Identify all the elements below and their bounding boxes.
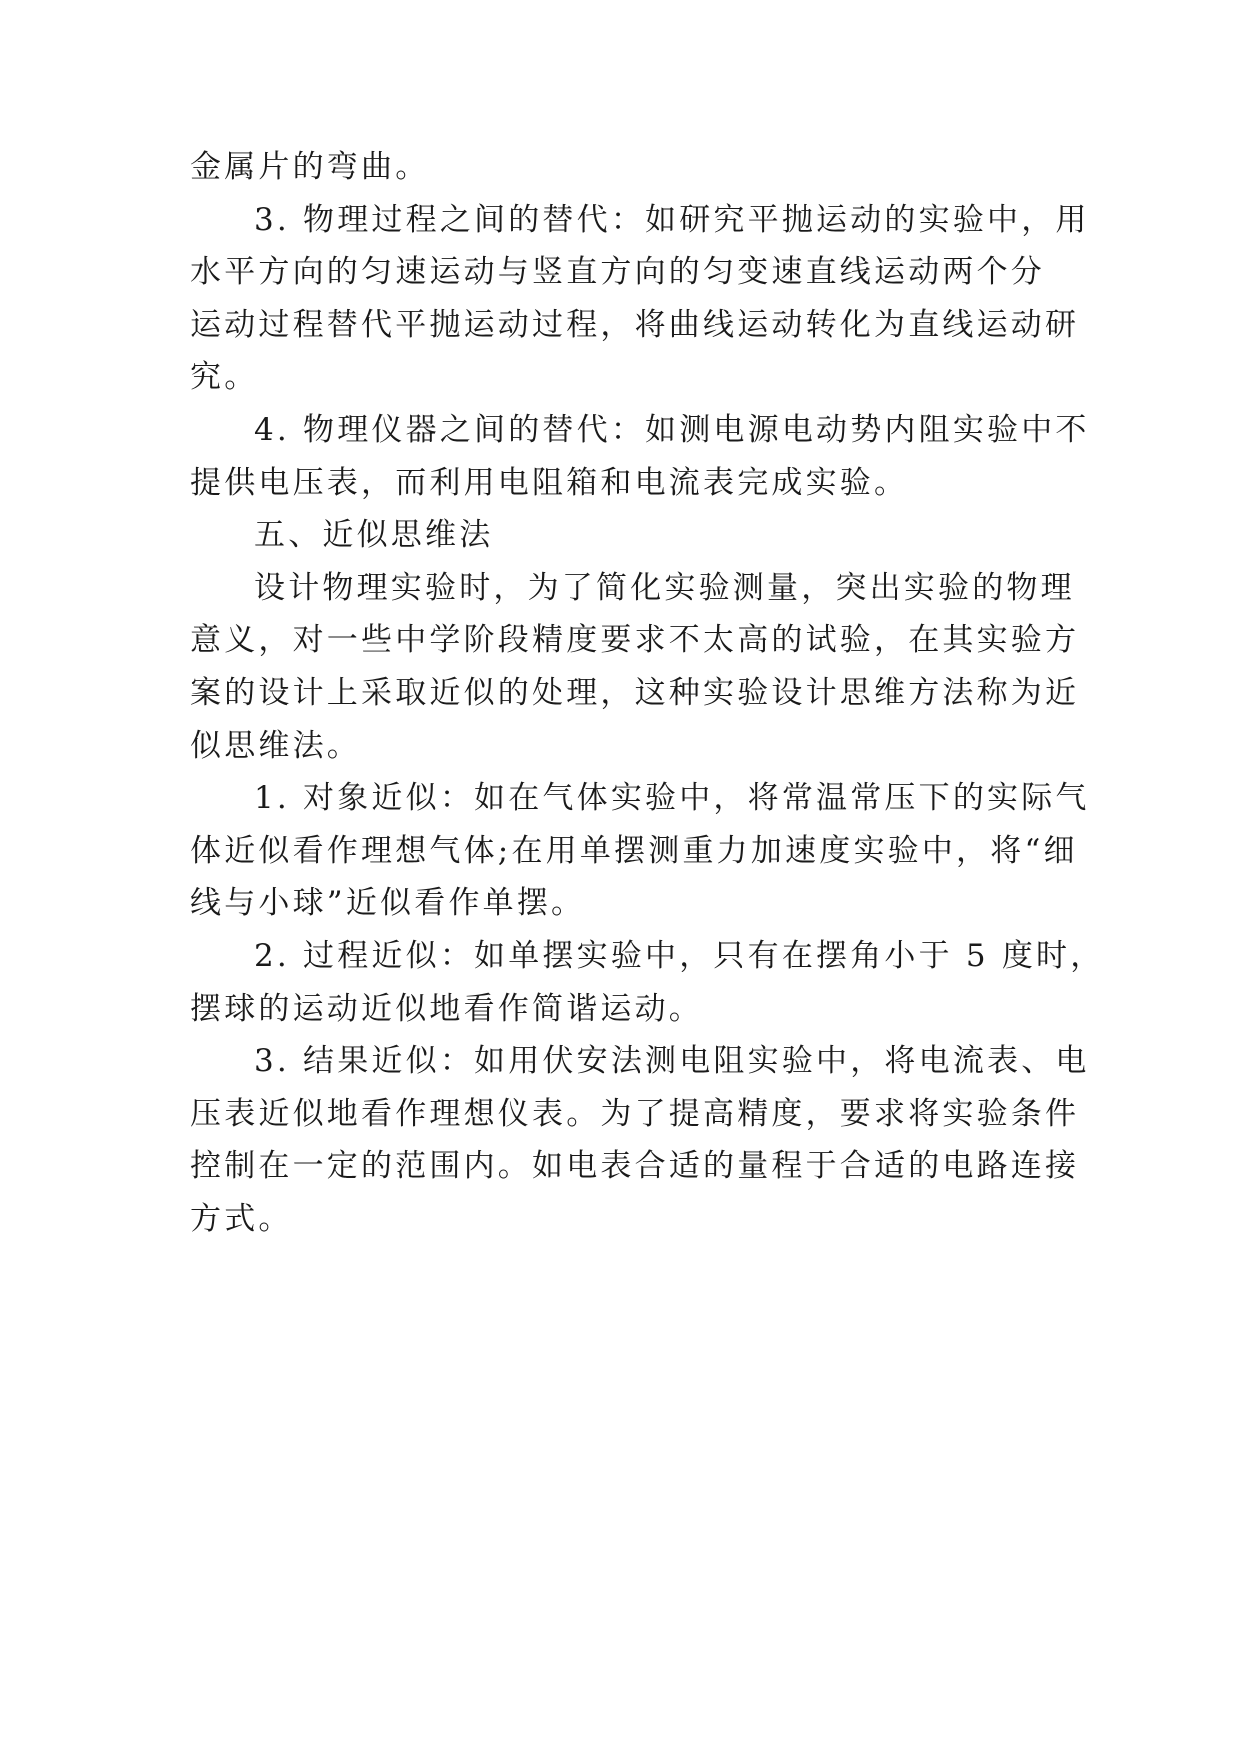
text-line: 4. 物理仪器之间的替代：如测电源电动势内阻实验中不 bbox=[254, 411, 1090, 448]
text-line: 水平方向的匀速运动与竖直方向的匀变速直线运动两个分 bbox=[190, 254, 1045, 291]
text-line: 意义，对一些中学阶段精度要求不太高的试验，在其实验方 bbox=[190, 622, 1080, 659]
paragraph-result-approximation bbox=[190, 1035, 1090, 1245]
text-line: 压表近似地看作理想仪表。为了提高精度，要求将实验条件 bbox=[190, 1095, 1080, 1132]
text-line: 3. 物理过程之间的替代：如研究平抛运动的实验中，用 bbox=[254, 201, 1090, 238]
text-line: 方式。 bbox=[190, 1200, 293, 1237]
text-line: 1. 对象近似：如在气体实验中，将常温常压下的实际气 bbox=[254, 780, 1090, 817]
text-line: 3. 结果近似：如用伏安法测电阻实验中，将电流表、电 bbox=[254, 1043, 1090, 1080]
text-line: 运动过程替代平抛运动过程，将曲线运动转化为直线运动研 bbox=[190, 306, 1080, 343]
paragraph-instrument-substitution bbox=[190, 404, 1090, 509]
text-line: 案的设计上采取近似的处理，这种实验设计思维方法称为近 bbox=[190, 674, 1080, 711]
section-heading bbox=[190, 509, 1050, 562]
text-line: 提供电压表，而利用电阻箱和电流表完成实验。 bbox=[190, 464, 909, 501]
text-line: 金属片的弯曲。 bbox=[190, 149, 430, 185]
paragraph-approximation-intro bbox=[190, 562, 1080, 772]
text-line: 2. 过程近似：如单摆实验中，只有在摆角小于 5 度时， bbox=[254, 937, 1105, 974]
text-line: 控制在一定的范围内。如电表合适的量程于合适的电路连接 bbox=[190, 1148, 1080, 1185]
text-line: 线与小球”近似看作单摆。 bbox=[190, 885, 586, 922]
heading-text: 五、近似思维法 bbox=[254, 517, 494, 554]
text-line: 究。 bbox=[190, 359, 259, 396]
paragraph-fragment bbox=[190, 141, 1050, 194]
paragraph-object-approximation bbox=[190, 772, 1090, 930]
document-page bbox=[190, 141, 1105, 1245]
paragraph-process-substitution bbox=[190, 194, 1090, 404]
text-line: 似思维法。 bbox=[190, 727, 361, 764]
text-line: 体近似看作理想气体;在用单摆测重力加速度实验中，将“细 bbox=[190, 832, 1078, 869]
text-line: 摆球的运动近似地看作简谐运动。 bbox=[190, 990, 703, 1027]
paragraph-process-approximation bbox=[190, 930, 1105, 1035]
text-line: 设计物理实验时，为了简化实验测量，突出实验的物理 bbox=[254, 569, 1075, 606]
